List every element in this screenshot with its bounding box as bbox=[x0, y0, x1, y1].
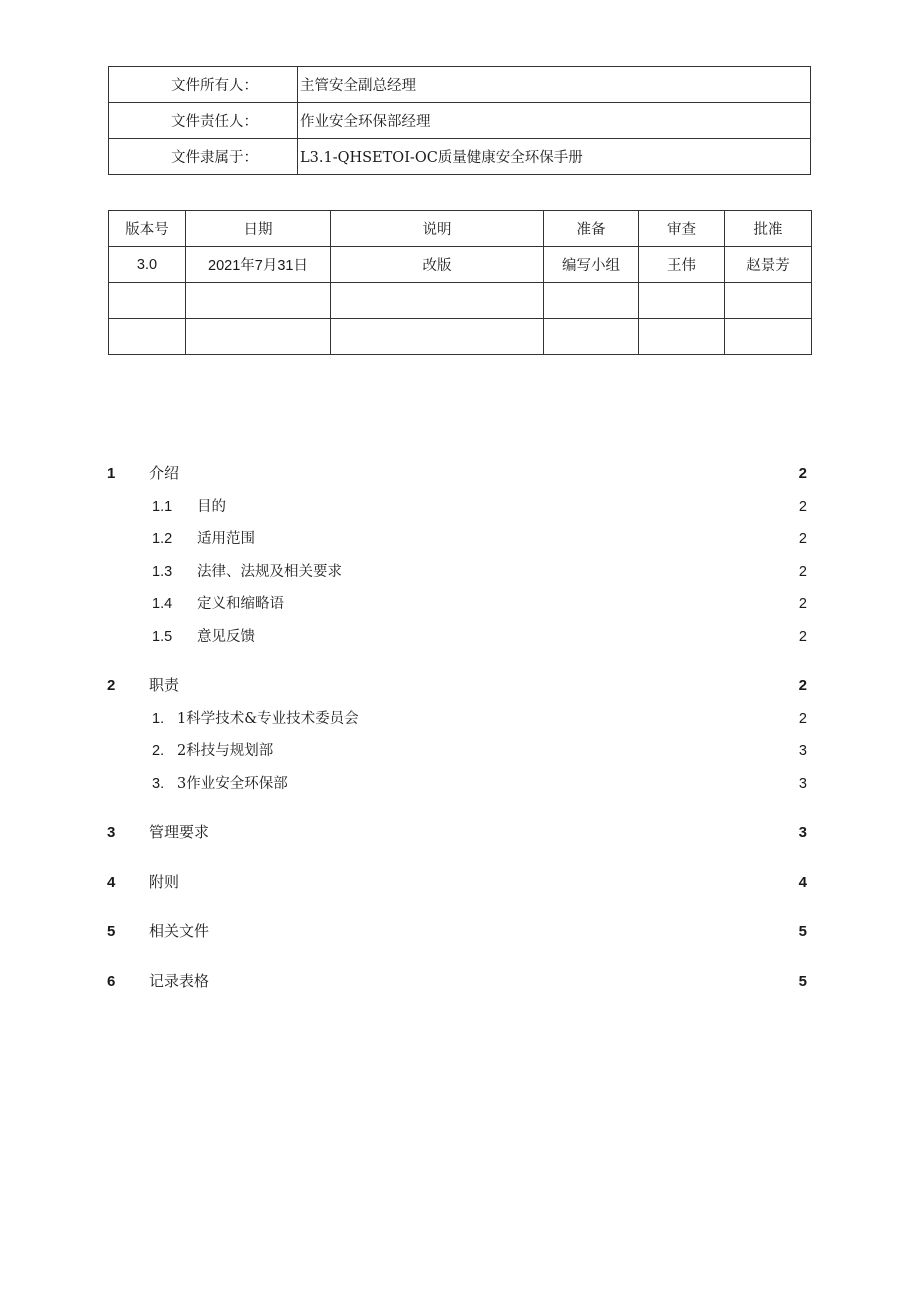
version-row bbox=[109, 247, 812, 283]
cell-empty bbox=[109, 319, 186, 355]
toc-spacer bbox=[107, 800, 807, 817]
toc-number: 1. bbox=[152, 710, 165, 727]
cell-empty bbox=[186, 319, 331, 355]
toc-number: 1.5 bbox=[152, 628, 173, 645]
toc-title: 职责 bbox=[149, 677, 180, 694]
header-prepared: 准备 bbox=[544, 211, 639, 247]
header-version: 版本号 bbox=[109, 211, 186, 247]
toc-number: 3. bbox=[152, 775, 165, 792]
toc-page: 5 bbox=[798, 923, 807, 940]
cell-prepared: 编写小组 bbox=[544, 247, 639, 283]
version-history-table bbox=[108, 210, 812, 355]
toc-page: 2 bbox=[798, 596, 807, 612]
toc-title: 附则 bbox=[149, 873, 180, 891]
version-row-empty bbox=[109, 319, 812, 355]
responsible-value: 作业安全环保部经理 bbox=[298, 103, 811, 139]
owner-label: 文件所有人： bbox=[109, 67, 298, 103]
owner-value: 主管安全副总经理 bbox=[298, 67, 811, 103]
toc-number: 3 bbox=[107, 824, 116, 841]
toc-title: 管理要求 bbox=[149, 824, 210, 841]
cell-empty bbox=[544, 319, 639, 355]
toc-title: 法律、法规及相关要求 bbox=[197, 563, 342, 580]
toc-title: 意见反馈 bbox=[197, 628, 255, 645]
toc-entry-1-1[interactable] bbox=[107, 491, 807, 524]
cell-empty bbox=[725, 319, 812, 355]
toc-entry-2[interactable] bbox=[107, 670, 807, 703]
cell-version: 3.0 bbox=[109, 247, 186, 283]
toc-title: 介绍 bbox=[149, 465, 180, 482]
toc-spacer bbox=[107, 653, 807, 670]
cell-empty bbox=[186, 283, 331, 319]
cell-empty bbox=[639, 283, 725, 319]
toc-page: 2 bbox=[798, 531, 807, 547]
responsible-row bbox=[109, 103, 811, 139]
header-approved: 批准 bbox=[725, 211, 812, 247]
toc-number: 1.2 bbox=[152, 531, 173, 547]
toc-page: 5 bbox=[798, 972, 807, 990]
toc-entry-3[interactable] bbox=[107, 817, 807, 850]
document-info-table bbox=[108, 66, 811, 175]
header-description: 说明 bbox=[331, 211, 544, 247]
toc-title: 2科技与规划部 bbox=[177, 743, 274, 759]
toc-number: 1 bbox=[107, 465, 116, 482]
toc-entry-1[interactable] bbox=[107, 458, 807, 491]
toc-page: 2 bbox=[798, 563, 807, 580]
toc-entry-2-1[interactable] bbox=[107, 703, 807, 736]
toc-number: 1.1 bbox=[152, 498, 173, 515]
toc-entry-2-3[interactable] bbox=[107, 768, 807, 801]
cell-empty bbox=[331, 283, 544, 319]
toc-entry-1-3[interactable] bbox=[107, 556, 807, 589]
toc-page: 4 bbox=[798, 873, 807, 891]
cell-empty bbox=[725, 283, 812, 319]
toc-page: 2 bbox=[798, 465, 807, 482]
toc-title: 记录表格 bbox=[149, 972, 210, 990]
table-of-contents bbox=[107, 458, 807, 998]
toc-title: 适用范围 bbox=[197, 531, 255, 547]
cell-empty bbox=[639, 319, 725, 355]
header-date: 日期 bbox=[186, 211, 331, 247]
toc-page: 2 bbox=[798, 498, 807, 515]
belongs-to-label: 文件隶属于： bbox=[109, 139, 298, 175]
toc-page: 2 bbox=[798, 628, 807, 645]
toc-number: 5 bbox=[107, 923, 116, 940]
cell-empty bbox=[109, 283, 186, 319]
toc-number: 6 bbox=[107, 972, 116, 990]
toc-number: 4 bbox=[107, 873, 116, 891]
cell-empty bbox=[544, 283, 639, 319]
toc-page: 3 bbox=[798, 775, 807, 792]
toc-entry-1-5[interactable] bbox=[107, 621, 807, 654]
toc-entry-1-2[interactable] bbox=[107, 523, 807, 556]
cell-approved: 赵景芳 bbox=[725, 247, 812, 283]
cell-date: 2021年7月31日 bbox=[186, 247, 331, 283]
toc-entry-2-2[interactable] bbox=[107, 735, 807, 768]
toc-spacer bbox=[107, 899, 807, 916]
toc-entry-6[interactable] bbox=[107, 966, 807, 999]
belongs-to-value: L3.1-QHSETOI-OC质量健康安全环保手册 bbox=[298, 139, 811, 175]
toc-page: 3 bbox=[798, 824, 807, 841]
belongs-to-row bbox=[109, 139, 811, 175]
toc-entry-5[interactable] bbox=[107, 916, 807, 949]
toc-spacer bbox=[107, 949, 807, 966]
toc-page: 3 bbox=[798, 743, 807, 759]
toc-entry-4[interactable] bbox=[107, 867, 807, 900]
cell-empty bbox=[331, 319, 544, 355]
toc-number: 1.4 bbox=[152, 596, 173, 612]
cell-reviewed: 王伟 bbox=[639, 247, 725, 283]
owner-row bbox=[109, 67, 811, 103]
toc-title: 目的 bbox=[197, 498, 226, 515]
toc-entry-1-4[interactable] bbox=[107, 588, 807, 621]
toc-page: 2 bbox=[798, 677, 807, 694]
toc-number: 1.3 bbox=[152, 563, 173, 580]
version-row-empty bbox=[109, 283, 812, 319]
toc-title: 3作业安全环保部 bbox=[177, 775, 288, 792]
toc-spacer bbox=[107, 850, 807, 867]
toc-number: 2 bbox=[107, 677, 116, 694]
version-header-row bbox=[109, 211, 812, 247]
header-reviewed: 审查 bbox=[639, 211, 725, 247]
toc-title: 1科学技术&专业技术委员会 bbox=[177, 710, 359, 727]
toc-number: 2. bbox=[152, 743, 165, 759]
toc-title: 定义和缩略语 bbox=[197, 596, 284, 612]
cell-description: 改版 bbox=[331, 247, 544, 283]
responsible-label: 文件责任人： bbox=[109, 103, 298, 139]
toc-title: 相关文件 bbox=[149, 923, 210, 940]
toc-page: 2 bbox=[798, 710, 807, 727]
